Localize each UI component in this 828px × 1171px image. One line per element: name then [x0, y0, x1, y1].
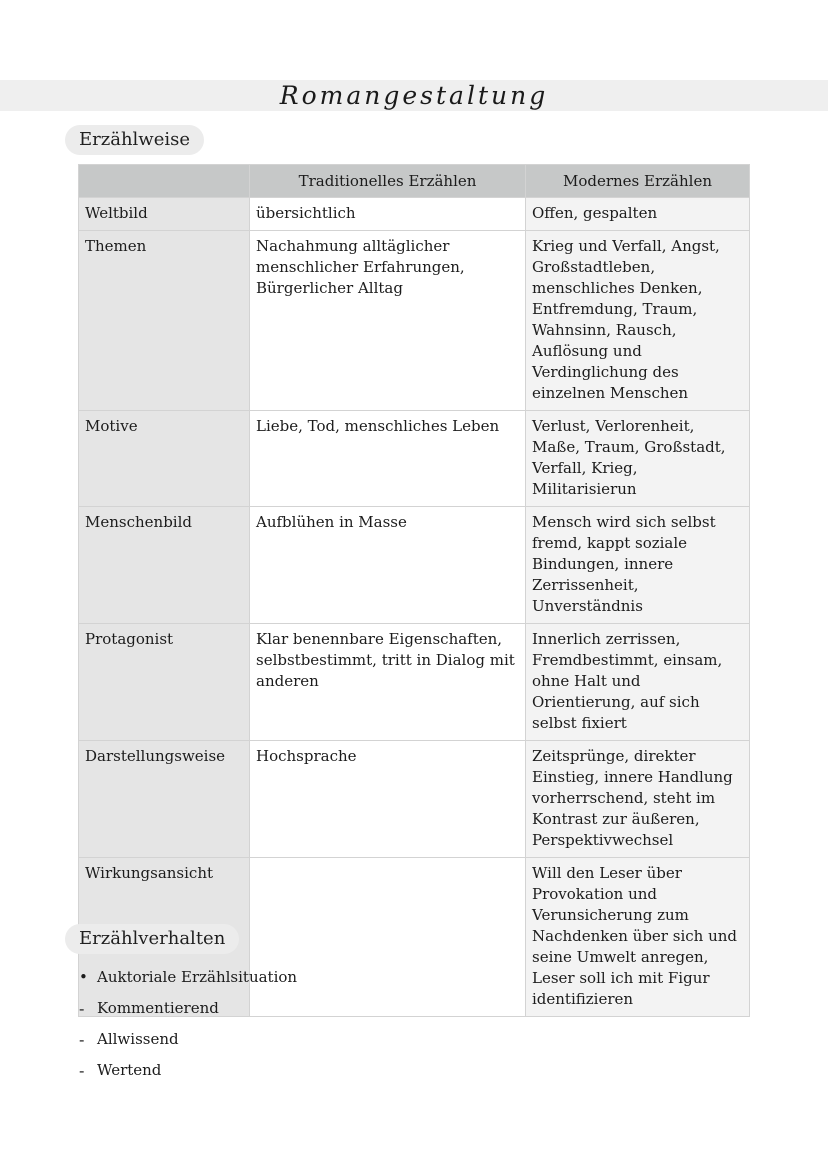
- row-label: Darstellungsweise: [79, 741, 250, 858]
- list-item-text: Kommentierend: [97, 999, 219, 1017]
- traditional-cell: Nachahmung alltäglicher menschlicher Erfahrungen, Bürgerlicher Alltag: [250, 231, 526, 411]
- page-title: Romangestaltung: [279, 81, 549, 110]
- list-item: [78, 1024, 297, 1055]
- traditional-cell: Liebe, Tod, menschliches Leben: [250, 411, 526, 507]
- list-item-text: Wertend: [97, 1061, 162, 1079]
- modern-cell: Krieg und Verfall, Angst, Großstadtleben, menschliches Denken, Entfremdung, Traum, Wahnsinn, Rausch, Auflösung und Verdinglichung des einzelnen Menschen: [526, 231, 750, 411]
- table-header-modern: Modernes Erzählen: [526, 165, 750, 198]
- table-row: [79, 198, 750, 231]
- table-row: [79, 507, 750, 624]
- table-row: [79, 231, 750, 411]
- section-heading-erzaehlverhalten: Erzählverhalten: [65, 924, 239, 954]
- modern-cell: Will den Leser über Provokation und Verunsicherung zum Nachdenken über sich und seine Umwelt anregen, Leser soll ich mit Figur identifizieren: [526, 858, 750, 1017]
- list-item: [78, 993, 297, 1024]
- list-item-text: Allwissend: [97, 1030, 179, 1048]
- dash-marker: -: [79, 999, 85, 1018]
- row-label: Motive: [79, 411, 250, 507]
- table-row: [79, 411, 750, 507]
- dash-marker: -: [79, 1061, 85, 1080]
- row-label: Wirkungsansicht: [79, 858, 250, 1017]
- traditional-cell: Klar benennbare Eigenschaften, selbstbestimmt, tritt in Dialog mit anderen: [250, 624, 526, 741]
- row-label: Weltbild: [79, 198, 250, 231]
- traditional-cell: Aufblühen in Masse: [250, 507, 526, 624]
- table-row: [79, 624, 750, 741]
- modern-cell: Mensch wird sich selbst fremd, kappt soziale Bindungen, innere Zerrissenheit, Unverständnis: [526, 507, 750, 624]
- bullet-marker: •: [79, 968, 88, 986]
- section-heading-erzaehlweise: Erzählweise: [65, 125, 204, 155]
- row-label: Protagonist: [79, 624, 250, 741]
- table-header-traditional: Traditionelles Erzählen: [250, 165, 526, 198]
- table-header-row: [79, 165, 750, 198]
- erzaehlverhalten-list: [78, 962, 297, 1086]
- table-header-empty: [79, 165, 250, 198]
- modern-cell: Zeitsprünge, direkter Einstieg, innere Handlung vorherrschend, steht im Kontrast zur äußeren, Perspektivwechsel: [526, 741, 750, 858]
- dash-marker: -: [79, 1030, 85, 1049]
- traditional-cell: Hochsprache: [250, 741, 526, 858]
- traditional-cell: übersichtlich: [250, 198, 526, 231]
- row-label: Menschenbild: [79, 507, 250, 624]
- list-item: [78, 1055, 297, 1086]
- row-label: Themen: [79, 231, 250, 411]
- list-item-text: Auktoriale Erzählsituation: [97, 968, 298, 986]
- modern-cell: Innerlich zerrissen, Fremdbestimmt, einsam, ohne Halt und Orientierung, auf sich selbst fixiert: [526, 624, 750, 741]
- table-row: [79, 741, 750, 858]
- modern-cell: Verlust, Verlorenheit, Maße, Traum, Großstadt, Verfall, Krieg, Militarisierun: [526, 411, 750, 507]
- modern-cell: Offen, gespalten: [526, 198, 750, 231]
- list-item: [78, 962, 297, 993]
- comparison-table: [78, 164, 750, 1017]
